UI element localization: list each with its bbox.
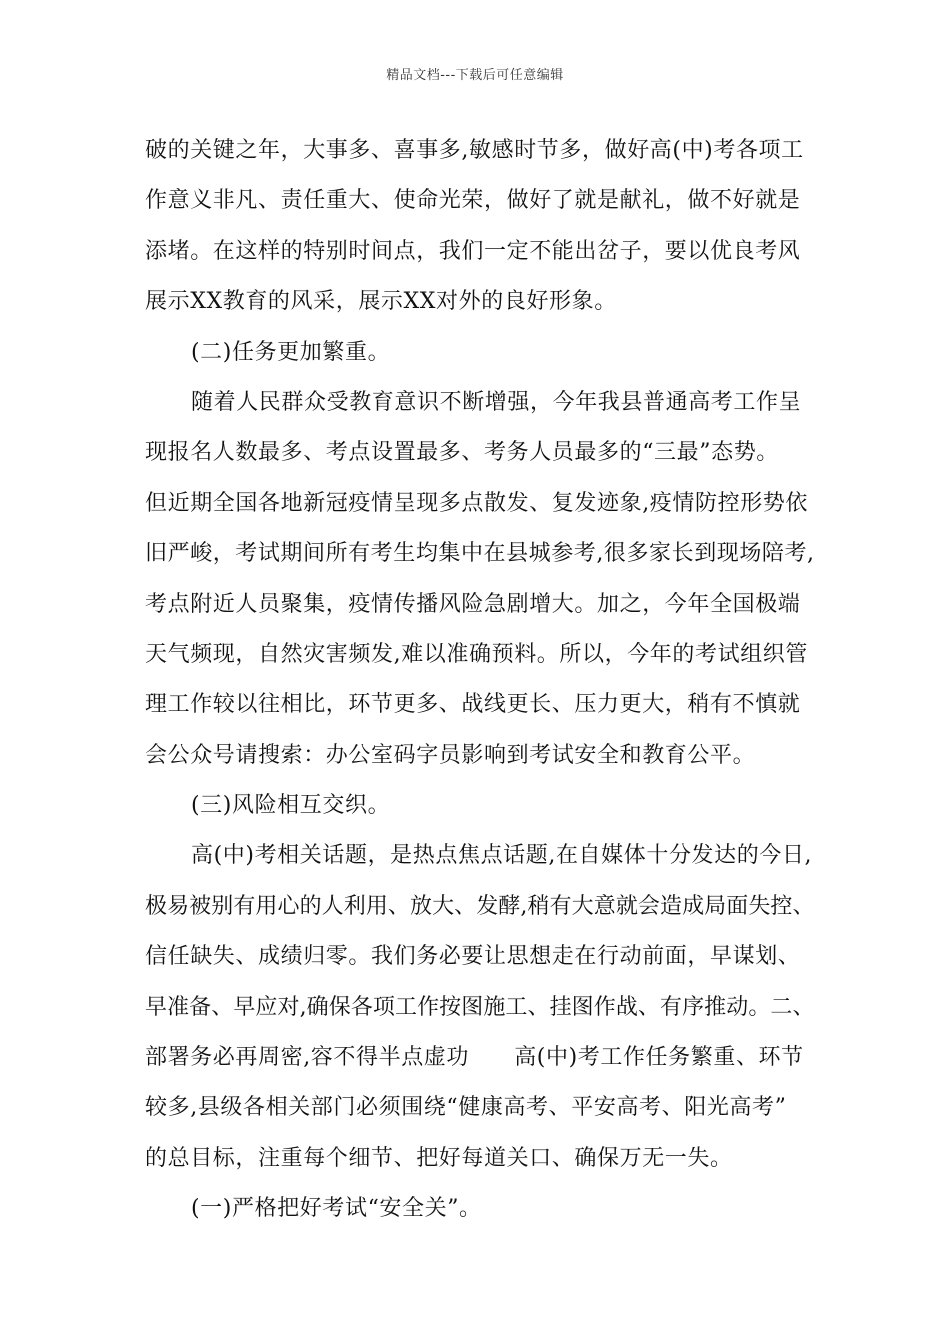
text-line: 旧严峻，考试期间所有考生均集中在县城参考,很多家长到现场陪考, bbox=[145, 541, 815, 567]
text-line: 早准备、早应对,确保各项工作按图施工、挂图作战、有序推动。二、 bbox=[145, 994, 815, 1020]
text-line: 但近期全国各地新冠疫情呈现多点散发、复发迹象,疫情防控形势依 bbox=[145, 490, 808, 516]
text-line: 的总目标，注重每个细节、把好每道关口、确保万无一失。 bbox=[145, 1145, 733, 1171]
text-line: 极易被别有用心的人利用、放大、发酵,稍有大意就会造成局面失控、 bbox=[145, 893, 815, 919]
text-line: 较多,县级各相关部门必须围绕“健康高考、平安高考、阳光高考” bbox=[145, 1095, 787, 1121]
text-line: 部署务必再周密,容不得半点虚功 高(中)考工作任务繁重、环节 bbox=[145, 1045, 804, 1071]
text-line: 理工作较以往相比，环节更多、战线更长、压力更大，稍有不慎就 bbox=[145, 692, 801, 718]
text-line: 现报名人数最多、考点设置最多、考务人员最多的“三最”态势。 bbox=[145, 440, 779, 466]
text-line: 随着人民群众受教育意识不断增强，今年我县普通高考工作呈 bbox=[191, 389, 802, 415]
page-header: 精品文档---下载后可任意编辑 bbox=[386, 68, 564, 83]
text-line: 破的关键之年，大事多、喜事多,敏感时节多，做好高(中)考各项工 bbox=[145, 138, 804, 163]
text-line: 会公众号请搜索：办公室码字员影响到考试安全和教育公平。 bbox=[145, 742, 756, 768]
section-heading: (二)任务更加繁重。 bbox=[191, 339, 391, 365]
text-line: 高(中)考相关话题，是热点焦点话题,在自媒体十分发达的今日, bbox=[191, 843, 813, 869]
document-body bbox=[145, 126, 815, 1235]
text-line: 作意义非凡、责任重大、使命光荣，做好了就是献礼，做不好就是 bbox=[145, 188, 801, 214]
text-line: 添堵。在这样的特别时间点，我们一定不能出岔子，要以优良考风 bbox=[145, 238, 801, 264]
text-line: 考点附近人员聚集，疫情传播风险急剧增大。加之，今年全国极端 bbox=[145, 591, 801, 617]
section-heading: (一)严格把好考试“安全关”。 bbox=[191, 1196, 482, 1222]
text-line: 天气频现，自然灾害频发,难以准确预料。所以，今年的考试组织管 bbox=[145, 641, 808, 667]
text-line: 信任缺失、成绩归零。我们务必要让思想走在行动前面，早谋划、 bbox=[145, 944, 801, 970]
section-heading: (三)风险相互交织。 bbox=[191, 793, 391, 819]
text-line: 展示XX教育的风采，展示XX对外的良好形象。 bbox=[145, 289, 617, 315]
